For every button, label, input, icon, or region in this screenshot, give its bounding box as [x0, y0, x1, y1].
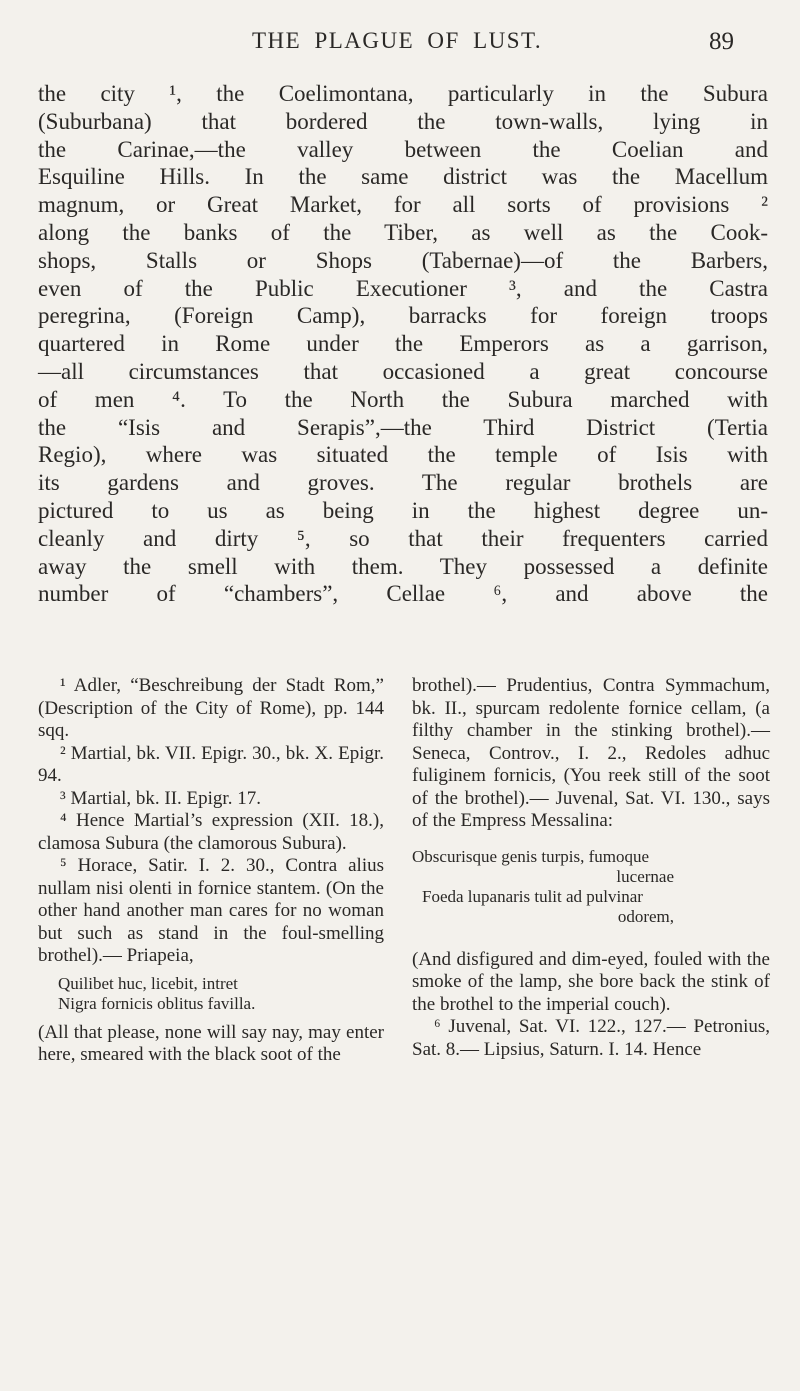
- verse-line: Obscurisque genis turpis, fumoque: [412, 846, 650, 866]
- text-line: its gardens and groves. The regular brothels are: [38, 470, 768, 496]
- footnote-4: ⁴ Hence Martial’s expression (XII. 18.), clamosa Subura (the clamorous Subura).: [38, 810, 384, 854]
- text-line: peregrina, (Foreign Camp), barracks for foreign troops: [38, 303, 768, 329]
- text-line: shops, Stalls or Shops (Tabernae)—of the Barbers,: [38, 247, 768, 273]
- translation-paragraph: (And disfigured and dim-eyed, fouled with the smoke of the lamp, she bore back the stink of the brothel to the imperial couch).: [412, 948, 770, 1015]
- text-line: Esquiline Hills. In the same district was the Macellum: [38, 164, 768, 190]
- page-number: 89: [709, 28, 734, 55]
- verse-line: Quilibet huc, licebit, intret: [58, 973, 238, 993]
- footnotes-left-column: [38, 675, 384, 1067]
- verse-line: Nigra fornicis oblitus favilla.: [58, 993, 256, 1013]
- verse-line: lucernae: [616, 866, 674, 886]
- footnote-3: ³ Martial, bk. II. Epigr. 17.: [60, 787, 261, 809]
- main-text: [38, 80, 768, 608]
- footnote-1: ¹ Adler, “Beschreibung der Stadt Rom,” (Description of the City of Rome), pp. 144 sqq.: [38, 675, 384, 741]
- footnote-5: ⁵ Horace, Satir. I. 2. 30., Contra alius nullam nisi olenti in fornice stantem. (On the other hand another man cares for no woman but such as stand in the foul-smelling brothel).— Priapeia,: [38, 855, 384, 966]
- text-line: Regio), where was situated the temple of Isis with: [38, 442, 768, 468]
- text-line: the Carinae,—the valley between the Coelian and: [38, 136, 768, 162]
- text-line: cleanly and dirty ⁵, so that their frequenters carried: [38, 525, 768, 551]
- text-line: magnum, or Great Market, for all sorts of provisions ²: [38, 192, 768, 218]
- text-line: —all circumstances that occasioned a great concourse: [38, 358, 768, 384]
- footnote-continuation: brothel).— Prudentius, Contra Symmachum, bk. II., spurcam redolente fornice cellam, (a filthy chamber in the stinking brothel).— Seneca, Controv., I. 2., Redoles adhuc fuliginem fornicis, (You reek still of the soot of the brothel).— Juvenal, Sat. VI. 130., says of the Empress Messalina:: [412, 675, 770, 831]
- footnote-5-continued: (All that please, none will say nay, may enter here, smeared with the black soot of the: [38, 1021, 384, 1065]
- verse-line: Foeda lupanaris tulit ad pulvinar: [422, 886, 643, 906]
- verse-quote: [38, 974, 384, 1014]
- text-line: (Suburbana) that bordered the town-walls, lying in: [38, 108, 768, 134]
- footnote-2: ² Martial, bk. VII. Epigr. 30., bk. X. Epigr. 94.: [38, 742, 384, 786]
- text-line: number of “chambers”, Cellae ⁶, and above the: [38, 581, 768, 607]
- text-line: even of the Public Executioner ³, and the Castra: [38, 275, 768, 301]
- text-line: away the smell with them. They possessed a definite: [38, 553, 768, 579]
- text-line: along the banks of the Tiber, as well as the Cook-: [38, 219, 768, 245]
- page-header: [252, 28, 762, 54]
- running-title: THE PLAGUE OF LUST.: [252, 28, 543, 53]
- footnote-6: ⁶ Juvenal, Sat. VI. 122., 127.— Petronius, Sat. 8.— Lipsius, Saturn. I. 14. Hence: [412, 1016, 770, 1060]
- text-line: pictured to us as being in the highest degree un-: [38, 497, 768, 523]
- text-line: of men ⁴. To the North the Subura marched with: [38, 386, 768, 412]
- text-line: the “Isis and Serapis”,—the Third District (Tertia: [38, 414, 768, 440]
- footnotes-right-column: [412, 675, 770, 1061]
- text-line: the city ¹, the Coelimontana, particularly in the Subura: [38, 81, 768, 106]
- text-line: quartered in Rome under the Emperors as a garrison,: [38, 331, 768, 357]
- verse-line: odorem,: [617, 906, 674, 926]
- verse-quote: [412, 847, 770, 927]
